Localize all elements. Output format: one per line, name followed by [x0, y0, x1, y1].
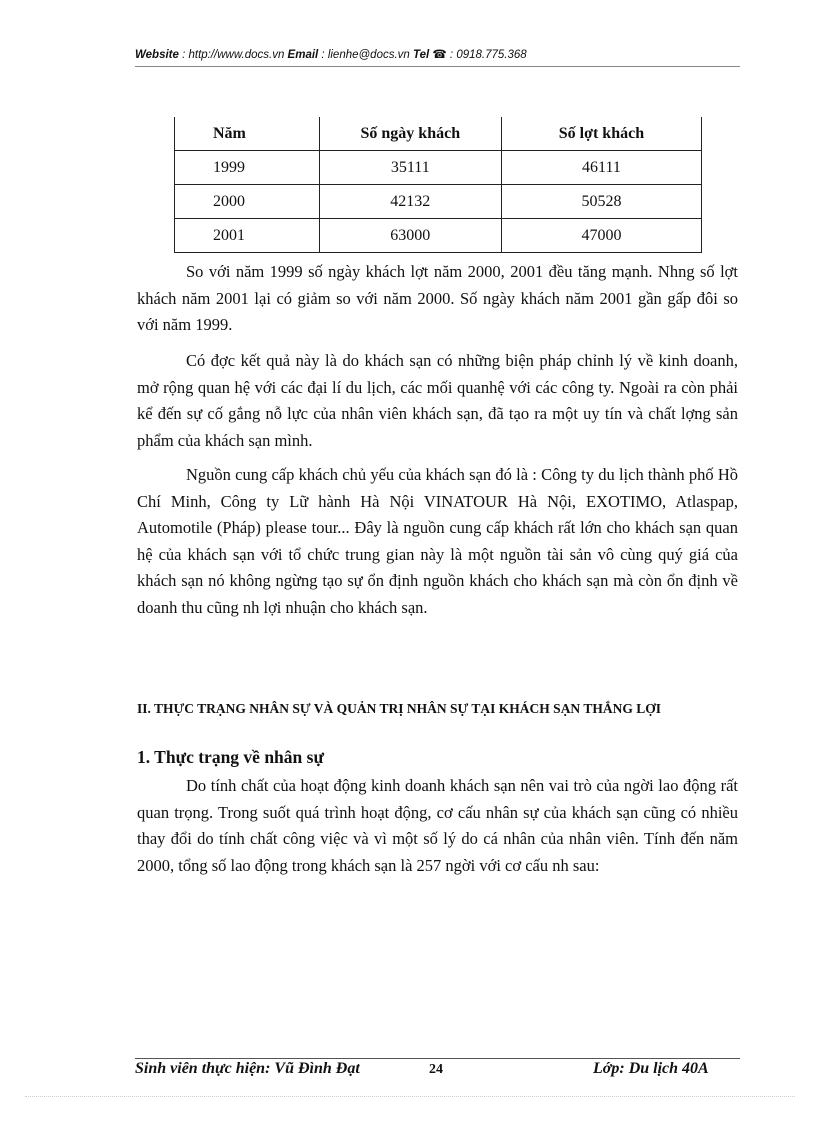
- table-cell: 47000: [501, 219, 701, 253]
- website-value: : http://www.docs.vn: [178, 49, 288, 61]
- column-header-year: Năm: [175, 117, 320, 151]
- table-cell: 50528: [501, 185, 701, 219]
- column-header-guest-visits: Số lợt khách: [501, 117, 701, 151]
- footer-divider: [135, 1058, 740, 1059]
- table-cell: 1999: [175, 151, 320, 185]
- section-heading: II. THỰC TRẠNG NHÂN SỰ VÀ QUẢN TRỊ NHÂN SỰ TẠI KHÁCH SẠN THẮNG LỢI: [137, 701, 661, 716]
- page-number: 24: [429, 1062, 443, 1077]
- table-cell: 2000: [175, 185, 320, 219]
- sub-heading: 1. Thực trạng về nhân sự: [137, 747, 324, 767]
- table-cell: 46111: [501, 151, 701, 185]
- paragraph-results: Có đợc kết quả này là do khách sạn có những biện pháp chỉnh lý về kinh doanh, mở rộng quan hệ với các đại lí du lịch, các mối quanhệ với các công ty. Ngoài ra còn phải kể đến sự cố gắng nỗ lực của nhân viên khách sạn, đã tạo ra một uy tín và chất lợng sản phẩm của khách sạn mình.: [137, 351, 738, 450]
- table-cell: 2001: [175, 219, 320, 253]
- table-row: [175, 151, 702, 185]
- footer-author: Sinh viên thực hiện: Vũ Đình Đạt: [135, 1060, 360, 1077]
- paragraph-staffing: Do tính chất của hoạt động kinh doanh khách sạn nên vai trò của ngời lao động rất quan trọng. Trong suốt quá trình hoạt động, cơ cấu nhân sự của khách sạn cũng có nhiều thay đổi do tính chất công việc và vì một số lý do cá nhân của nhân viên. Tính đến năm 2000, tổng số lao động trong khách sạn là 257 ngời với cơ cấu nh sau:: [137, 776, 738, 875]
- table-header-row: [175, 117, 702, 151]
- page-header: [135, 47, 740, 61]
- table-cell: 63000: [319, 219, 501, 253]
- column-header-guest-days: Số ngày khách: [319, 117, 501, 151]
- page-bottom-dotted-line: [25, 1096, 795, 1097]
- website-label: Website: [135, 49, 179, 61]
- table-cell: 35111: [319, 151, 501, 185]
- paragraph-comparison: So với năm 1999 số ngày khách lợt năm 2000, 2001 đều tăng mạnh. Nhng số lợt khách năm 2001 lại có giảm so với năm 2000. Số ngày khách năm 2001 gần gấp đôi so với năm 1999.: [137, 262, 738, 334]
- paragraph-sources: Nguồn cung cấp khách chủ yếu của khách sạn đó là : Công ty du lịch thành phố Hồ Chí Minh, Công ty Lữ hành Hà Nội VINATOUR Hà Nội, EXOTIMO, Atlaspap, Automotile (Pháp) please tour... Đây là nguồn cung cấp khách rất lớn cho khách sạn quan hệ của khách sạn với tổ chức trung gian này là một nguồn tài sản vô cùng quý giá của khách sạn nó không ngừng tạo sự ổn định nguồn khách cho khách sạn mà còn ổn định về doanh thu cũng nh lợi nhuận cho khách sạn.: [137, 465, 738, 617]
- footer-class: Lớp: Du lịch 40A: [593, 1060, 709, 1077]
- email-value: : lienhe@docs.vn: [318, 49, 414, 61]
- email-label: Email: [287, 49, 319, 61]
- tel-value: ☎ : 0918.775.368: [429, 49, 527, 61]
- table-row: [175, 185, 702, 219]
- tel-label: Tel: [413, 49, 430, 61]
- guest-statistics-table: [174, 117, 702, 253]
- table-row: [175, 219, 702, 253]
- header-divider: [135, 66, 740, 67]
- table-cell: 42132: [319, 185, 501, 219]
